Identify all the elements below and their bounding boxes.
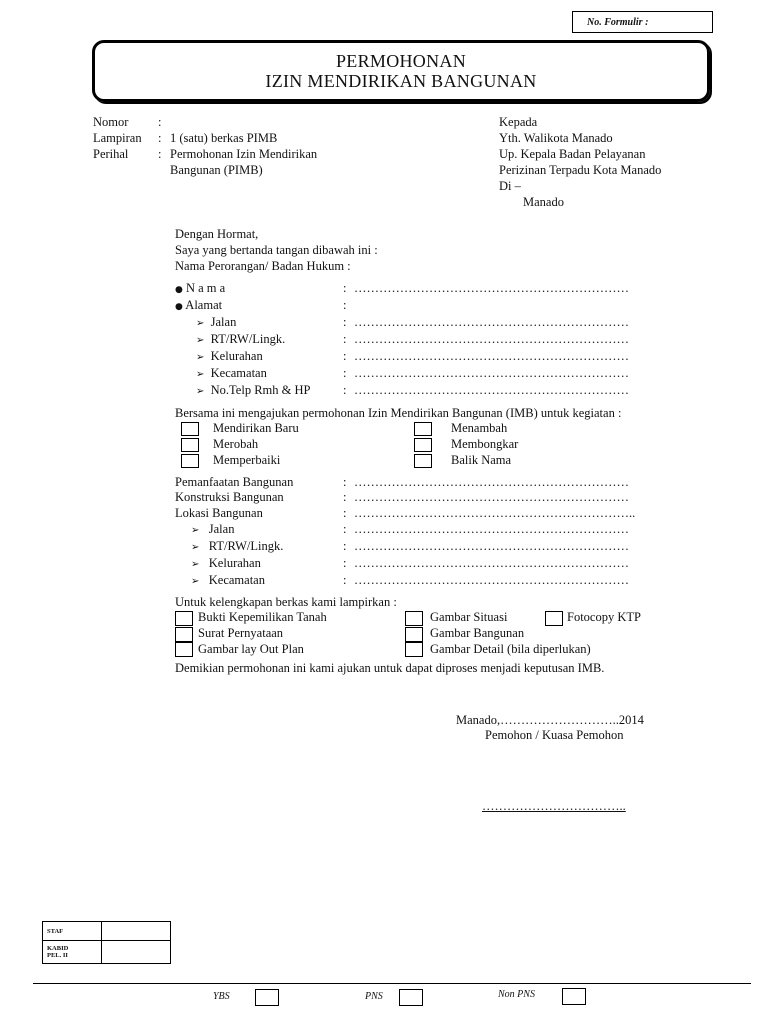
arrow-icon: ➢ [191, 559, 200, 570]
b-kelurahan-label: Kelurahan [208, 556, 261, 570]
arrow-icon: ➢ [196, 318, 205, 329]
bullet-icon: ● [175, 285, 183, 295]
greeting-line-2: Saya yang bertanda tangan dibawah ini : [175, 243, 378, 257]
title-line-2: IZIN MENDIRIKAN BANGUNAN [265, 71, 537, 91]
pemanfaatan-colon: : [343, 475, 347, 489]
signature-line[interactable]: …………………………….. [482, 799, 626, 813]
checkbox-memperbaiki[interactable] [181, 454, 199, 468]
option-membongkar: Membongkar [451, 437, 519, 451]
arrow-icon: ➢ [191, 576, 200, 587]
arrow-icon: ➢ [196, 335, 205, 346]
checkbox-merobah[interactable] [181, 438, 199, 452]
lokasi-label: Lokasi Bangunan [175, 506, 263, 520]
perihal-label: Perihal [93, 147, 129, 161]
b-kecamatan-row [191, 573, 265, 588]
b-jalan-colon: : [343, 522, 347, 536]
kecamatan-row [196, 366, 267, 381]
rt-row [196, 332, 285, 347]
checkbox-gambar-detail[interactable] [405, 642, 423, 657]
kelurahan-colon: : [343, 349, 347, 363]
lampiran-colon: : [158, 131, 162, 145]
checkbox-fotocopy-ktp[interactable] [545, 611, 563, 626]
perihal-value-1: Permohonan Izin Mendirikan [170, 147, 318, 161]
b-kelurahan-colon: : [343, 556, 347, 570]
attach-gambar-situasi: Gambar Situasi [430, 610, 508, 624]
signature-role: Pemohon / Kuasa Pemohon [485, 728, 624, 742]
arrow-icon: ➢ [191, 542, 200, 553]
arrow-icon: ➢ [196, 352, 205, 363]
option-menambah: Menambah [451, 421, 508, 435]
nama-row [175, 281, 225, 296]
b-kecamatan-colon: : [343, 573, 347, 587]
jalan-row [196, 315, 236, 330]
alamat-row [175, 298, 222, 313]
nama-colon: : [343, 281, 347, 295]
footer-divider [33, 983, 751, 984]
checkbox-membongkar[interactable] [414, 438, 432, 452]
attach-gambar-bangunan: Gambar Bangunan [430, 626, 525, 640]
lampiran-value: 1 (satu) berkas PIMB [170, 131, 278, 145]
checkbox-ybs[interactable] [255, 989, 279, 1006]
checkbox-menambah[interactable] [414, 422, 432, 436]
attach-bukti-kepemilikan: Bukti Kepemilikan Tanah [198, 610, 327, 624]
nomor-label: Nomor [93, 115, 129, 129]
pns-label: PNS [365, 991, 383, 1002]
kelurahan-row [196, 349, 263, 364]
b-kecamatan-label: Kecamatan [208, 573, 265, 587]
staff-row-label: STAF [43, 922, 102, 941]
perihal-colon: : [158, 147, 162, 161]
non-pns-label: Non PNS [498, 989, 535, 1000]
telp-colon: : [343, 383, 347, 397]
b-rt-row [191, 539, 283, 554]
greeting-line-1: Dengan Hormat, [175, 227, 259, 241]
ybs-label: YBS [213, 991, 230, 1002]
rt-colon: : [343, 332, 347, 346]
staff-table [42, 921, 171, 964]
attachments-intro: Untuk kelengkapan berkas kami lampirkan : [175, 595, 397, 609]
kecamatan-colon: : [343, 366, 347, 380]
checkbox-non-pns[interactable] [562, 988, 586, 1005]
option-memperbaiki: Memperbaiki [213, 453, 281, 467]
jalan-field[interactable]: ………………………………………………………… [354, 315, 629, 329]
pel-label: PEL. II [47, 952, 68, 959]
nama-field[interactable]: ………………………………………………………… [354, 281, 629, 295]
b-kelurahan-field[interactable]: ………………………………………………………… [354, 556, 629, 570]
checkbox-bukti-kepemilikan[interactable] [175, 611, 193, 626]
alamat-colon: : [343, 298, 347, 312]
konstruksi-label: Konstruksi Bangunan [175, 490, 284, 504]
b-kecamatan-field[interactable]: ………………………………………………………… [354, 573, 629, 587]
attach-gambar-detail: Gambar Detail (bila diperlukan) [430, 642, 591, 656]
b-rt-colon: : [343, 539, 347, 553]
kelurahan-field[interactable]: ………………………………………………………… [354, 349, 629, 363]
konstruksi-field[interactable]: ………………………………………………………… [354, 490, 629, 504]
option-mendirikan-baru: Mendirikan Baru [213, 421, 299, 435]
form-number-box [572, 11, 713, 33]
recipient-line-3: Up. Kepala Badan Pelayanan [499, 147, 646, 161]
recipient-line-4: Perizinan Terpadu Kota Manado [499, 163, 662, 177]
lokasi-field[interactable]: ………………………………………………………….. [354, 506, 636, 520]
telp-label: No.Telp Rmh & HP [210, 383, 311, 397]
kecamatan-field[interactable]: ………………………………………………………… [354, 366, 629, 380]
title-line-1: PERMOHONAN [335, 51, 466, 71]
telp-row [196, 383, 310, 398]
b-jalan-label: Jalan [208, 522, 235, 536]
signature-place-date: Manado,………………………..2014 [456, 713, 644, 727]
kelurahan-label: Kelurahan [210, 349, 263, 363]
attach-surat-pernyataan: Surat Pernyataan [198, 626, 284, 640]
option-balik-nama: Balik Nama [451, 453, 512, 467]
option-merobah: Merobah [213, 437, 259, 451]
alamat-label: Alamat [185, 298, 223, 312]
kabid-row-label [43, 941, 102, 964]
b-rt-field[interactable]: ………………………………………………………… [354, 539, 629, 553]
arrow-icon: ➢ [191, 525, 200, 536]
lokasi-colon: : [343, 506, 347, 520]
arrow-icon: ➢ [196, 386, 205, 397]
closing-text: Demikian permohonan ini kami ajukan untuk dapat diproses menjadi keputusan IMB. [175, 661, 605, 675]
checkbox-gambar-layout[interactable] [175, 642, 193, 657]
jalan-label: Jalan [210, 315, 237, 329]
pemanfaatan-field[interactable]: ………………………………………………………… [354, 475, 629, 489]
telp-field[interactable]: ………………………………………………………… [354, 383, 629, 397]
attach-gambar-layout: Gambar lay Out Plan [198, 642, 304, 656]
arrow-icon: ➢ [196, 369, 205, 380]
bullet-icon: ● [175, 302, 183, 312]
recipient-line-1: Kepada [499, 115, 538, 129]
recipient-line-6: Manado [523, 195, 564, 209]
nomor-colon: : [158, 115, 162, 129]
form-number-label: No. Formulir : [587, 17, 649, 28]
konstruksi-colon: : [343, 490, 347, 504]
checkbox-balik-nama[interactable] [414, 454, 432, 468]
title-box [92, 40, 710, 102]
recipient-line-5: Di – [499, 179, 521, 193]
checkbox-pns[interactable] [399, 989, 423, 1006]
jalan-colon: : [343, 315, 347, 329]
kecamatan-label: Kecamatan [210, 366, 267, 380]
pemanfaatan-label: Pemanfaatan Bangunan [175, 475, 294, 489]
activity-intro: Bersama ini mengajukan permohonan Izin Mendirikan Bangunan (IMB) untuk kegiatan : [175, 406, 622, 420]
lampiran-label: Lampiran [93, 131, 142, 145]
greeting-line-3: Nama Perorangan/ Badan Hukum : [175, 259, 351, 273]
rt-label: RT/RW/Lingk. [210, 332, 286, 346]
nama-label: N a m a [185, 281, 226, 295]
checkbox-gambar-situasi[interactable] [405, 611, 423, 626]
recipient-line-2: Yth. Walikota Manado [499, 131, 613, 145]
checkbox-surat-pernyataan[interactable] [175, 627, 193, 642]
b-kelurahan-row [191, 556, 261, 571]
checkbox-gambar-bangunan[interactable] [405, 627, 423, 642]
staff-row-sign[interactable] [102, 922, 171, 941]
b-jalan-row [191, 522, 234, 537]
kabid-label: KABID [47, 945, 69, 952]
b-jalan-field[interactable]: ………………………………………………………… [354, 522, 629, 536]
checkbox-mendirikan-baru[interactable] [181, 422, 199, 436]
rt-field[interactable]: ………………………………………………………… [354, 332, 629, 346]
kabid-row-sign[interactable] [102, 941, 171, 964]
perihal-value-2: Bangunan (PIMB) [170, 163, 263, 177]
attach-fotocopy-ktp: Fotocopy KTP [567, 610, 641, 624]
b-rt-label: RT/RW/Lingk. [208, 539, 284, 553]
